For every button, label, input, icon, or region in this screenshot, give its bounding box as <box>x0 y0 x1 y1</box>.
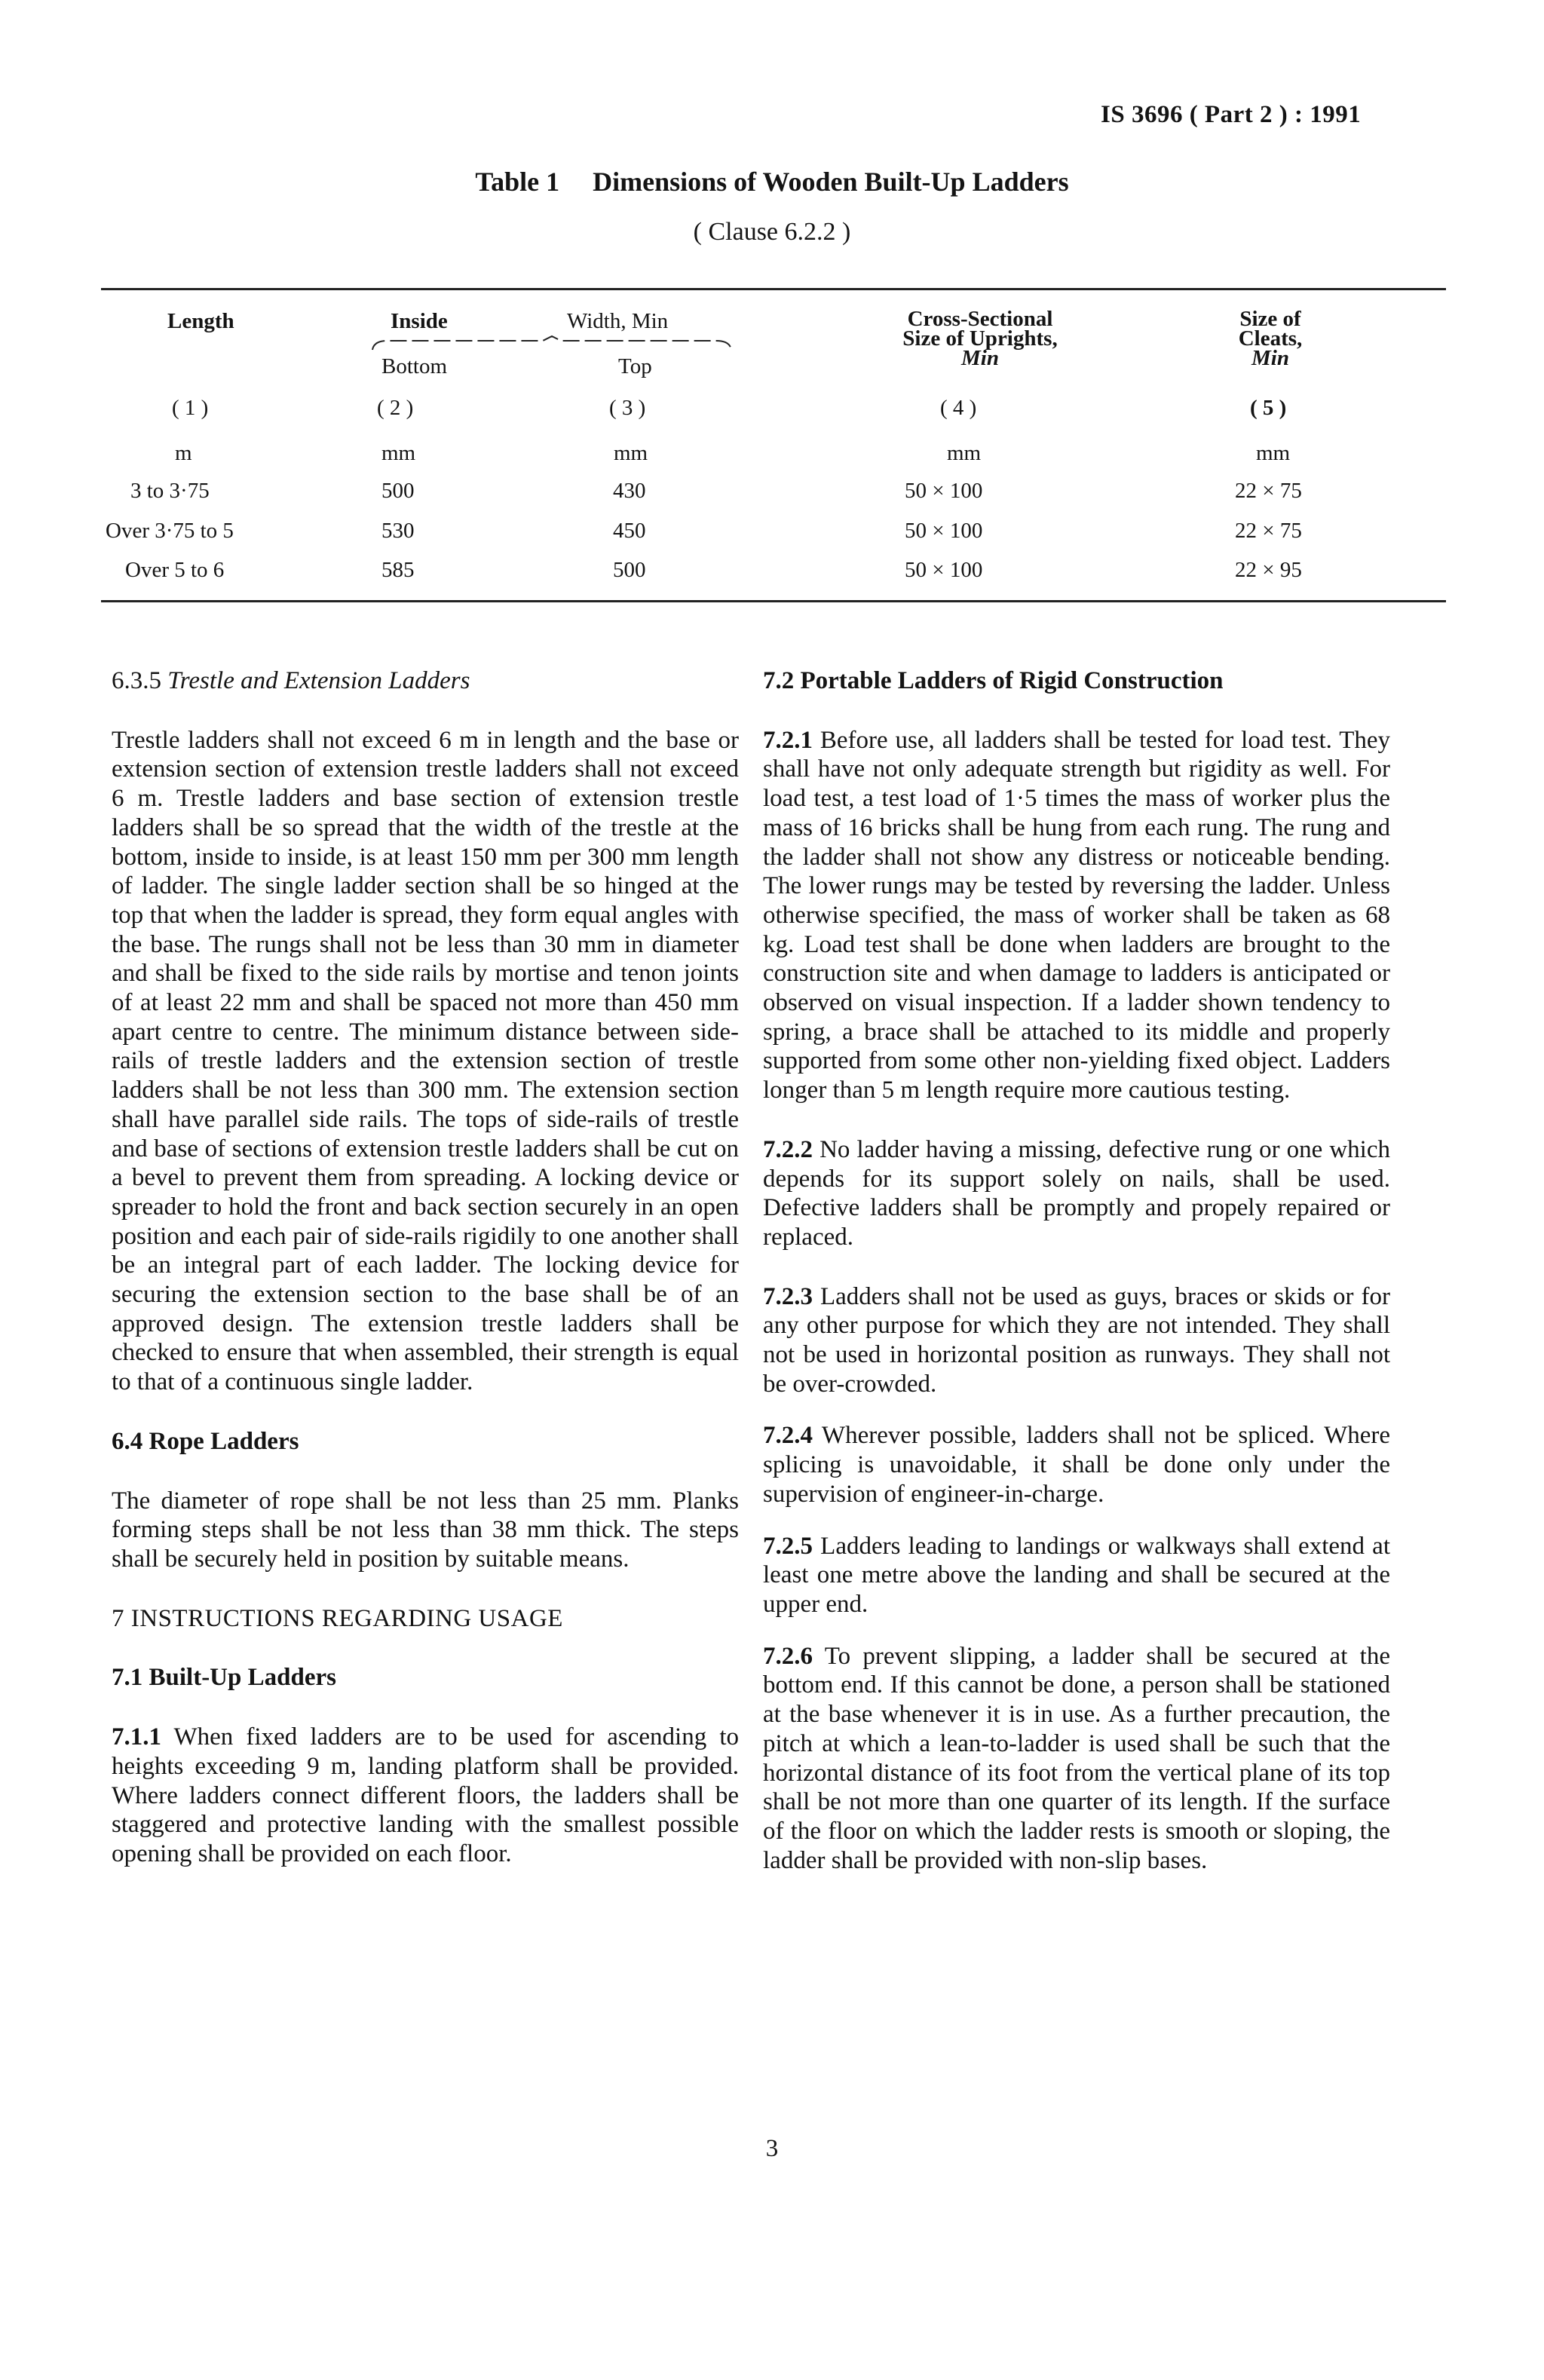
header-inside: Inside <box>391 309 448 333</box>
header-cross-line1: Cross-Sectional <box>907 307 1053 331</box>
header-top: Top <box>618 354 652 378</box>
section-7-2-3-body: Ladders shall not be used as guys, braces or skids or for any other purpose for which they are not intended. They shall not be used in horizontal position as runways. They shall not be over-crowded. <box>763 1282 1391 1398</box>
section-6-3-5-heading <box>112 666 739 696</box>
section-6-3-5-number: 6.3.5 <box>112 667 161 694</box>
table-caption: Dimensions of Wooden Built-Up Ladders <box>593 167 1069 197</box>
section-7-2-1-body: Before use, all ladders shall be tested for load test. They shall have not only adequate strength but rigidity as well. For load test, a test load of 1·5 times the mass of worker plus the mass of 16 bricks shall be hung from each rung. The rung and the ladder shall not show any distress or noticeable bending. The lower rungs may be tested by reversing the ladder. Unless otherwise specified, the mass of worker shall be taken as 68 kg. Load test shall be done when ladders are brought to the construction site and when damage to ladders is anticipated or observed on visual inspection. If a ladder shown tendency to spring, a brace shall be attached to its middle and properly supported from some other non-yielding fixed object. Ladders longer than 5 m length require more cautious testing. <box>763 726 1391 1104</box>
colnum-3: ( 3 ) <box>609 396 646 420</box>
table-number: Table 1 <box>475 167 560 197</box>
section-7-1-1-paragraph <box>112 1723 739 1869</box>
section-7-2-6-body: To prevent slipping, a ladder shall be secured at the bottom end. If this cannot be done, a person shall be stationed at the base whenever it is in use. As a further precaution, the pitch at which a lean-to-ladder is used shall be such that the horizontal distance of its foot from the vertical plane of its top shall be not more than one quarter of its length. If the surface of the floor on which the ladder rests is smooth or sloping, the ladder shall be provided with non-slip bases. <box>763 1642 1390 1874</box>
section-7-2-5-paragraph <box>763 1532 1390 1619</box>
table-cell: Over 3·75 to 5 <box>106 519 234 543</box>
section-7-2-3-paragraph <box>763 1282 1390 1399</box>
table-cell: 22 × 75 <box>1235 519 1302 543</box>
table-cell: 3 to 3·75 <box>130 479 210 503</box>
colnum-1: ( 1 ) <box>172 396 209 420</box>
section-6-4-heading: 6.4 Rope Ladders <box>112 1427 299 1455</box>
page-number: 3 <box>765 2135 779 2162</box>
section-7-2-5-body: Ladders leading to landings or walkways shall extend at least one metre above the landing and shall be secured at the upper end. <box>763 1532 1390 1618</box>
section-7-2-4-body: Wherever possible, ladders shall not be spliced. Where splicing is unavoidable, it shall be done only under the supervision of engineer-in-charge. <box>763 1422 1390 1508</box>
colnum-4: ( 4 ) <box>940 396 977 420</box>
table-cell: 430 <box>613 479 646 503</box>
header-length: Length <box>167 309 234 333</box>
clause-number: 7.1.1 <box>112 1723 161 1751</box>
colnum-5: ( 5 ) <box>1250 396 1287 420</box>
table-cell: 450 <box>613 519 646 543</box>
header-cleats-line1: Size of <box>1239 307 1301 331</box>
header-cross-sectional <box>867 309 1093 368</box>
unit-2: mm <box>381 441 416 465</box>
section-6-3-5-title: Trestle and Extension Ladders <box>167 667 470 694</box>
clause-number: 7.2.4 <box>763 1422 813 1450</box>
section-7-2-1-paragraph <box>763 726 1390 1105</box>
clause-number: 7.2.2 <box>763 1135 813 1163</box>
section-7-2-6-paragraph <box>763 1642 1390 1876</box>
clause-number: 7.2.6 <box>763 1642 813 1670</box>
section-6-4-body: The diameter of rope shall be not less than 25 mm. Planks forming steps shall be not less than 38 mm thick. The steps shall be securely held in position by suitable means. <box>112 1487 739 1573</box>
header-cross-line3: Min <box>961 346 999 370</box>
table-clause: ( Clause 6.2.2 ) <box>693 218 851 246</box>
header-cleats <box>1214 309 1327 368</box>
header-bottom: Bottom <box>381 354 448 378</box>
section-7-1-1-body: When fixed ladders are to be used for ascending to heights exceeding 9 m, landing platform shall be provided. Where ladders connect different floors, the ladders shall be staggered and protective landing with the smallest possible opening shall be provided on each floor. <box>112 1723 739 1867</box>
unit-1: m <box>175 441 192 465</box>
section-7-2-2-body: No ladder having a missing, defective rung or one which depends for its support solely on nails, shall be used. Defective ladders shall be promptly and propely repaired or replaced. <box>763 1135 1390 1251</box>
table-cell: 50 × 100 <box>905 558 983 582</box>
header-cross-line2: Size of Uprights, <box>902 326 1058 351</box>
clause-number: 7.2.3 <box>763 1282 813 1310</box>
table-title <box>0 166 1544 198</box>
table-cell: 530 <box>381 519 415 543</box>
table-bottom-rule <box>101 600 1446 602</box>
table-cell: 585 <box>381 558 415 582</box>
table-cell: 50 × 100 <box>905 479 983 503</box>
table-cell: Over 5 to 6 <box>125 558 225 582</box>
clause-number: 7.2.5 <box>763 1532 813 1560</box>
right-column <box>763 666 1390 1875</box>
width-brace-icon <box>371 335 733 353</box>
colnum-2: ( 2 ) <box>377 396 414 420</box>
header-cleats-line2: Cleats, <box>1238 326 1303 351</box>
section-7-2-2-paragraph <box>763 1135 1390 1252</box>
section-7-2-4-paragraph <box>763 1421 1390 1509</box>
header-cleats-line3: Min <box>1251 346 1289 370</box>
standard-code: IS 3696 ( Part 2 ) : 1991 <box>1101 101 1362 128</box>
unit-5: mm <box>1256 441 1291 465</box>
section-7-1-heading: 7.1 Built-Up Ladders <box>112 1664 336 1692</box>
clause-number: 7.2.1 <box>763 726 813 754</box>
table-cell: 500 <box>613 558 646 582</box>
left-column <box>112 666 739 1869</box>
table-cell: 500 <box>381 479 415 503</box>
section-6-3-5-body: Trestle ladders shall not exceed 6 m in length and the base or extension section of extension trestle ladders shall not exceed 6 m. Trestle ladders and base section of extension trestle ladders shall be so spread that the width of the trestle at the bottom, inside to inside, is at least 150 mm per 300 mm length of ladder. The single ladder section shall be so hinged at the top that when the ladder is spread, they form equal angles with the base. The rungs shall not be less than 30 mm in diameter and shall be fixed to the side rails by mortise and tenon joints of at least 22 mm and shall be spaced not more than 450 mm apart centre to centre. The minimum distance between side-rails of trestle ladders and the extension section of trestle ladders shall be not less than 300 mm. The extension section shall have parallel side rails. The tops of side-rails of trestle and base of sections of extension trestle ladders shall be cut on a bevel to prevent them from spreading. A locking device or spreader to hold the front and back section securely in an open position and each pair of side-rails rigidily to one another shall be an integral part of each ladder. The locking device for securing the extension section to the base shall be of an approved design. The extension trestle ladders shall be checked to ensure that when assembled, their strength is equal to that of a continuous single ladder. <box>112 726 739 1396</box>
header-width-min: Width, Min <box>567 309 669 333</box>
section-7-2-heading: 7.2 Portable Ladders of Rigid Construction <box>763 667 1224 694</box>
section-7-heading: 7 INSTRUCTIONS REGARDING USAGE <box>112 1604 563 1632</box>
table-cell: 22 × 95 <box>1235 558 1302 582</box>
table-cell: 50 × 100 <box>905 519 983 543</box>
table-top-rule <box>101 288 1446 290</box>
unit-3: mm <box>614 441 648 465</box>
unit-4: mm <box>947 441 982 465</box>
table-cell: 22 × 75 <box>1235 479 1302 503</box>
